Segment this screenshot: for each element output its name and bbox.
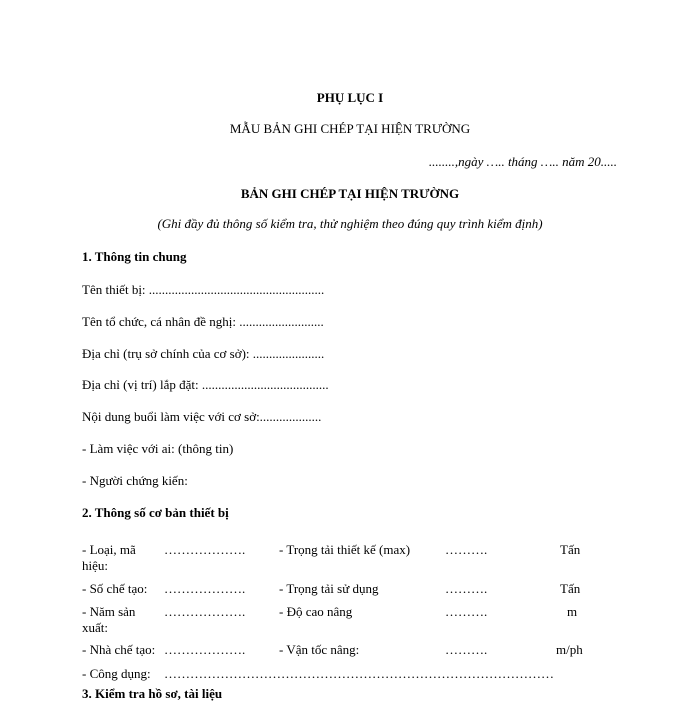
- spec-right-dots: ……….: [445, 581, 488, 596]
- meeting-content-field: Nội dung buổi làm việc với cơ sở:...................: [82, 409, 322, 424]
- record-title: BẢN GHI CHÉP TẠI HIỆN TRƯỜNG: [240, 186, 460, 201]
- instruction-note: (Ghi đầy đủ thông số kiểm tra, thử nghiệm theo đúng quy trình kiểm định): [157, 216, 543, 231]
- hq-address-field: Địa chỉ (trụ sở chính của cơ sở): ......................: [82, 346, 325, 361]
- spec-unit: Tấn: [560, 581, 581, 596]
- spec-left-label: - Nhà chế tạo:: [82, 642, 156, 657]
- spec-right-label: - Độ cao nâng: [279, 604, 353, 619]
- spec-right-dots: ……….: [445, 542, 488, 557]
- spec-left-label-cont: xuất:: [82, 620, 108, 635]
- spec-left-dots: ……………….: [164, 604, 246, 619]
- section2-heading: 2. Thông số cơ bản thiết bị: [82, 505, 229, 520]
- section3-heading: 3. Kiểm tra hồ sơ, tài liệu: [82, 686, 223, 701]
- spec-left-label-cont: hiệu:: [82, 558, 108, 573]
- spec-unit: Tấn: [560, 542, 581, 557]
- spec-right-label: - Trọng tải thiết kế (max): [279, 542, 411, 557]
- install-address-field: Địa chỉ (vị trí) lắp đặt: .......................................: [82, 377, 329, 392]
- usage-label: - Công dụng:: [82, 666, 151, 681]
- spec-unit: m/ph: [556, 642, 583, 657]
- spec-left-dots: ……………….: [164, 542, 246, 557]
- spec-left-label: - Số chế tạo:: [82, 581, 148, 596]
- spec-right-label: - Trọng tải sử dụng: [279, 581, 379, 596]
- spec-left-label: - Năm sản: [82, 604, 136, 619]
- spec-right-dots: ……….: [445, 604, 488, 619]
- spec-left-dots: ……………….: [164, 642, 246, 657]
- spec-right-label: - Vận tốc nâng:: [279, 642, 360, 657]
- spec-right-dots: ……….: [445, 642, 488, 657]
- requester-field: Tên tổ chức, cá nhân đề nghị: ..........................: [82, 314, 324, 329]
- work-with-field: - Làm việc với ai: (thông tin): [82, 441, 234, 456]
- witness-field: - Người chứng kiến:: [82, 473, 188, 488]
- spec-left-dots: ……………….: [164, 581, 246, 596]
- section1-heading: 1. Thông tin chung: [82, 249, 187, 264]
- usage-dots: ………………………………………………………………………………: [164, 666, 554, 681]
- appendix-title: PHỤ LỤC I: [316, 90, 384, 105]
- spec-left-label: - Loại, mã: [82, 542, 136, 557]
- spec-unit: m: [567, 604, 578, 619]
- device-name-field: Tên thiết bị: ......................................................: [82, 282, 325, 297]
- form-title: MẪU BẢN GHI CHÉP TẠI HIỆN TRƯỜNG: [229, 121, 471, 136]
- date-line: ........,ngày ….. tháng ….. năm 20.....: [428, 154, 617, 169]
